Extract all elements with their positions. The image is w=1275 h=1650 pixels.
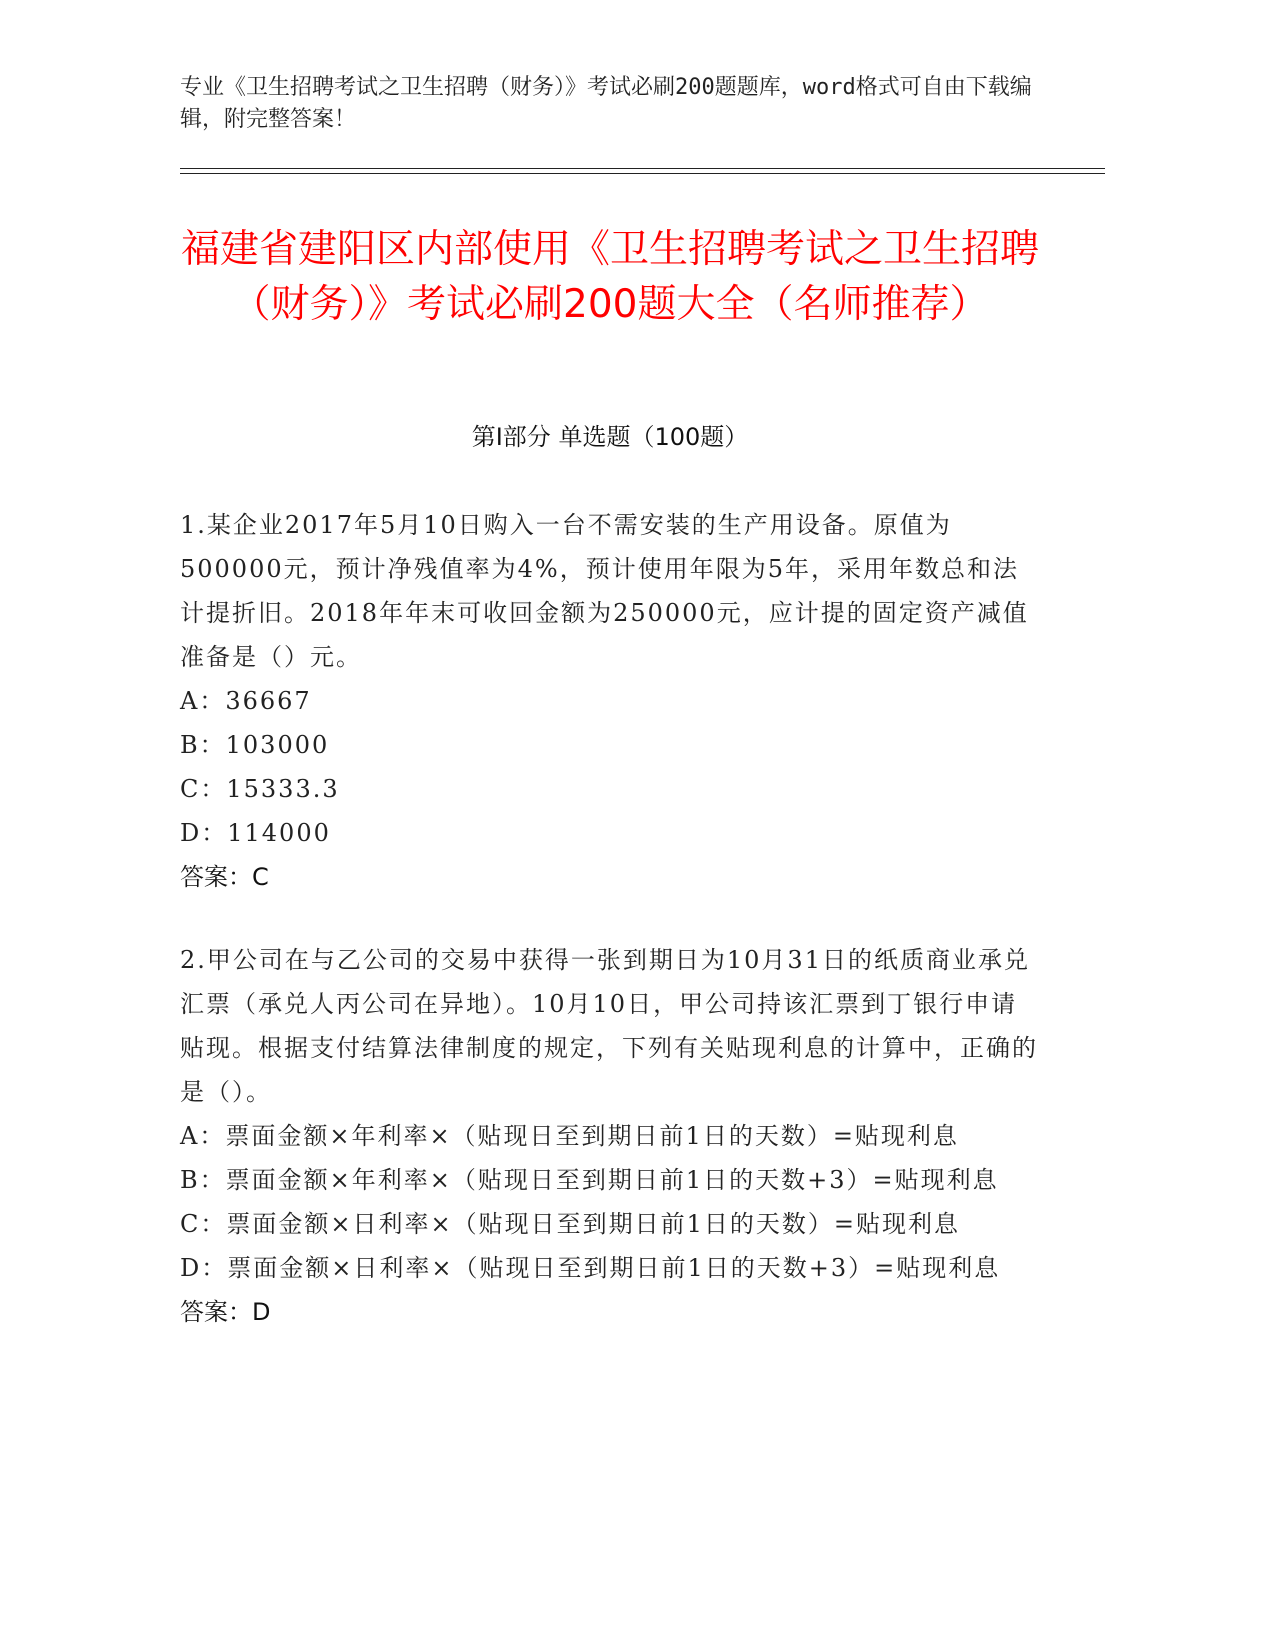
answer: 答案：C [180, 863, 269, 891]
option-b: B：103000 [180, 731, 330, 759]
question-text: 1.某企业2017年5月10日购入一台不需安装的生产用设备。原值为500000元，预计净残值率为4%，预计使用年限为5年，采用年数总和法计提折旧。2018年年末可收回金额为250000元，应计提的固定资产减值准备是（）元。 [180, 511, 1029, 671]
header-divider-top [180, 168, 1105, 169]
option-a: A：票面金额×年利率×（贴现日至到期日前1日的天数）=贴现利息 [180, 1122, 959, 1150]
option-a: A：36667 [180, 687, 312, 715]
option-c: C：15333.3 [180, 775, 340, 803]
section-heading: 第I部分 单选题（100题） [471, 423, 749, 451]
header-note: 专业《卫生招聘考试之卫生招聘（财务）》考试必刷200题题库，word格式可自由下载编辑，附完整答案！ [180, 75, 1032, 132]
question-1 [180, 503, 1040, 899]
option-d: D：票面金额×日利率×（贴现日至到期日前1日的天数+3）=贴现利息 [180, 1254, 1001, 1282]
header-divider-bottom [180, 173, 1105, 174]
answer: 答案：D [180, 1298, 271, 1326]
document-title: 福建省建阳区内部使用《卫生招聘考试之卫生招聘（财务）》考试必刷200题大全（名师推荐） [180, 227, 1039, 327]
question-text: 2.甲公司在与乙公司的交易中获得一张到期日为10月31日的纸质商业承兑汇票（承兑人丙公司在异地）。10月10日，甲公司持该汇票到丁银行申请贴现。根据支付结算法律制度的规定，下列有关贴现利息的计算中，正确的是（）。 [180, 946, 1038, 1106]
option-b: B：票面金额×年利率×（贴现日至到期日前1日的天数+3）=贴现利息 [180, 1166, 999, 1194]
option-c: C：票面金额×日利率×（贴现日至到期日前1日的天数）=贴现利息 [180, 1210, 960, 1238]
option-d: D：114000 [180, 819, 331, 847]
question-2 [180, 938, 1040, 1334]
